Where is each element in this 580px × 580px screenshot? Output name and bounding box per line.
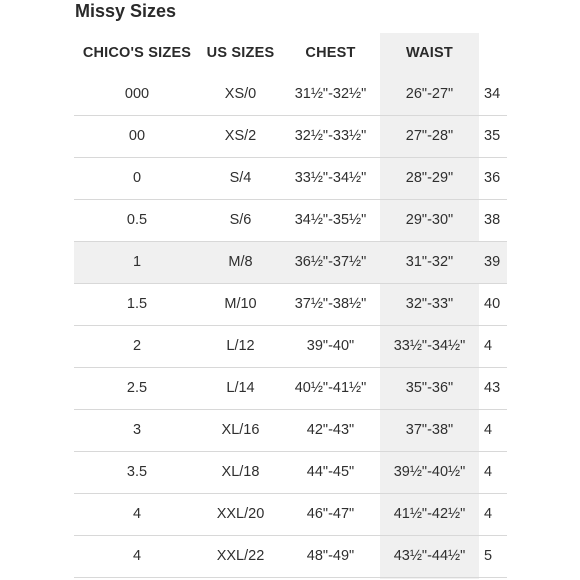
cell-us-size: L/14 (226, 380, 255, 396)
cell-waist: 43½"-44½" (393, 548, 466, 564)
cell-waist: 32"-33" (405, 296, 454, 312)
cell-chest: 46"-47" (306, 506, 355, 522)
cell-chicos-size: 1 (132, 254, 142, 270)
cell-chest: 36½"-37½" (294, 254, 367, 270)
table-row (74, 74, 507, 116)
header-chest: CHEST (305, 45, 356, 61)
cell-us-size: S/4 (229, 170, 252, 186)
cell-chest: 48"-49" (306, 548, 355, 564)
cell-us-size: XS/0 (224, 86, 257, 102)
page-title: Missy Sizes (75, 1, 177, 21)
table-row (74, 536, 507, 578)
table-row (74, 116, 507, 158)
cell-waist: 39½"-40½" (393, 464, 466, 480)
cell-chest: 37½"-38½" (294, 296, 367, 312)
cell-cut-off: 34 (484, 86, 501, 102)
cell-waist: 28"-29" (405, 170, 454, 186)
header-chicos-sizes: CHICO'S SIZES (82, 45, 192, 61)
table-header-row (74, 33, 507, 74)
cell-cut-off: 5 (484, 548, 493, 564)
table-row (74, 452, 507, 494)
table-row (74, 410, 507, 452)
cell-chest: 40½"-41½" (294, 380, 367, 396)
cell-cut-off: 38 (484, 212, 501, 228)
header-us-sizes: US SIZES (206, 45, 275, 61)
cell-us-size: XS/2 (224, 128, 257, 144)
cell-chicos-size: 00 (128, 128, 146, 144)
cell-waist: 31"-32" (405, 254, 454, 270)
cell-chicos-size: 4 (132, 548, 142, 564)
table-row (74, 200, 507, 242)
cell-waist: 41½"-42½" (393, 506, 466, 522)
cell-cut-off: 4 (484, 464, 493, 480)
table-row (74, 242, 507, 284)
header-cut-off (479, 33, 507, 74)
cell-chest: 32½"-33½" (294, 128, 367, 144)
cell-chicos-size: 2 (132, 338, 142, 354)
cell-chest: 31½"-32½" (294, 86, 367, 102)
cell-chicos-size: 3 (132, 422, 142, 438)
cell-chicos-size: 0.5 (126, 212, 148, 228)
cell-cut-off: 40 (484, 296, 501, 312)
cell-us-size: XXL/22 (216, 548, 265, 564)
cell-cut-off: 39 (484, 254, 501, 270)
cell-chicos-size: 2.5 (126, 380, 148, 396)
cell-chest: 42"-43" (306, 422, 355, 438)
cell-waist: 29"-30" (405, 212, 454, 228)
cell-waist: 26"-27" (405, 86, 454, 102)
cell-waist: 27"-28" (405, 128, 454, 144)
cell-us-size: XL/18 (221, 464, 260, 480)
cell-chicos-size: 3.5 (126, 464, 148, 480)
cell-us-size: XL/16 (221, 422, 260, 438)
cell-chest: 33½"-34½" (294, 170, 367, 186)
cell-cut-off: 4 (484, 506, 493, 522)
cell-chicos-size: 4 (132, 506, 142, 522)
cell-chest: 44"-45" (306, 464, 355, 480)
cell-chicos-size: 1.5 (126, 296, 148, 312)
cell-us-size: L/12 (226, 338, 255, 354)
cell-chicos-size: 000 (124, 86, 150, 102)
cell-waist: 37"-38" (405, 422, 454, 438)
cell-us-size: XXL/20 (216, 506, 265, 522)
cell-us-size: M/8 (228, 254, 253, 270)
cell-us-size: S/6 (229, 212, 252, 228)
cell-cut-off: 4 (484, 422, 493, 438)
header-waist: WAIST (406, 45, 453, 61)
cell-chest: 34½"-35½" (294, 212, 367, 228)
table-row (74, 284, 507, 326)
table-row (74, 368, 507, 410)
cell-cut-off: 35 (484, 128, 501, 144)
cell-chest: 39"-40" (306, 338, 355, 354)
cell-waist: 35"-36" (405, 380, 454, 396)
cell-cut-off: 4 (484, 338, 493, 354)
cell-us-size: M/10 (224, 296, 257, 312)
table-row (74, 326, 507, 368)
cell-waist: 33½"-34½" (393, 338, 466, 354)
table-row (74, 158, 507, 200)
table-row (74, 494, 507, 536)
cell-chicos-size: 0 (132, 170, 142, 186)
cell-cut-off: 43 (484, 380, 501, 396)
cell-cut-off: 36 (484, 170, 501, 186)
